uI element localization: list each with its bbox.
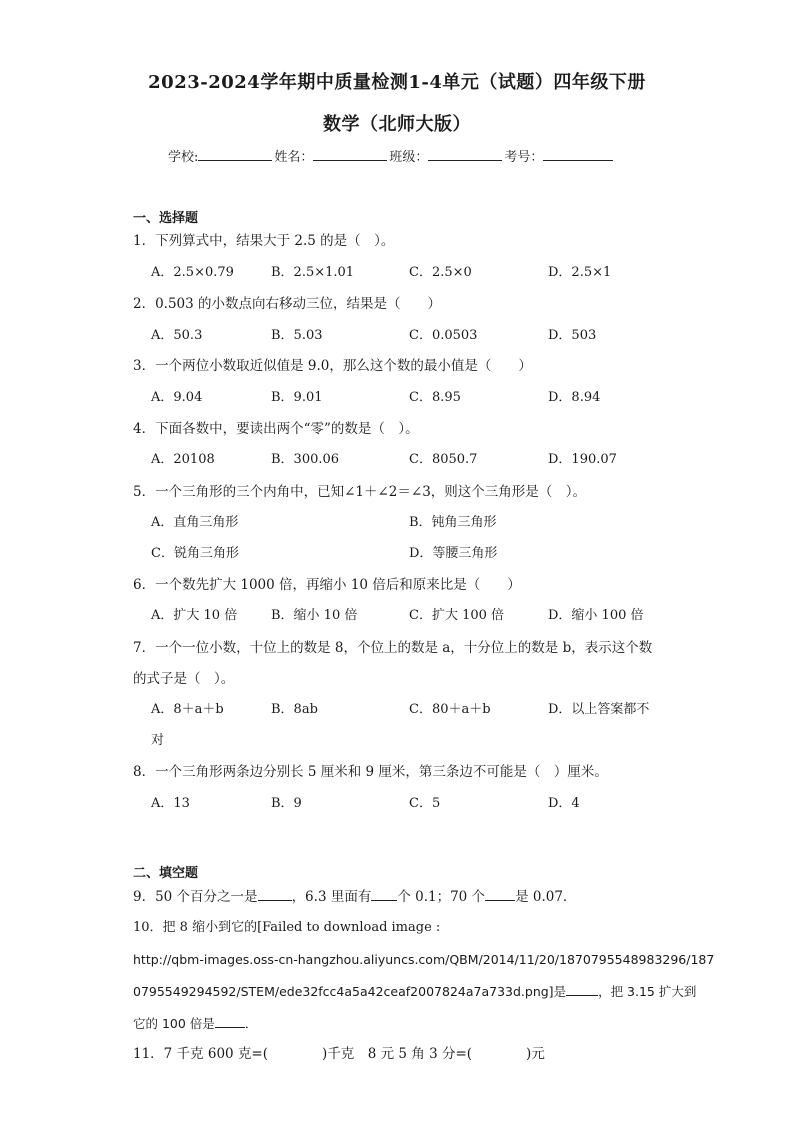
- question-1-option-b[interactable]: B．2.5×1.01: [271, 265, 355, 280]
- question-9-blank-2[interactable]: [371, 888, 397, 901]
- exam-number-label: 考号：: [504, 150, 544, 165]
- question-10-blank-2[interactable]: [215, 1015, 245, 1028]
- student-info-row: [168, 146, 615, 165]
- question-1-option-a[interactable]: A．2.5×0.79: [151, 265, 234, 280]
- question-8-stem: 8．一个三角形两条边分别长 5 厘米和 9 厘米，第三条边不可能是（ ）厘米。: [133, 764, 608, 780]
- question-8-option-d[interactable]: D．4: [548, 796, 580, 811]
- question-3-option-b[interactable]: B．9.01: [271, 390, 323, 405]
- name-label: 姓名：: [274, 150, 314, 165]
- question-8-option-b[interactable]: B．9: [271, 796, 302, 811]
- school-label: 学校:: [168, 150, 199, 165]
- question-9-part4: 是 0.07．: [515, 889, 577, 905]
- question-10-image-url-line2: 0795549294592/STEM/ede32fcc4a5a42ceaf2007824a7a733d.png]是: [133, 984, 567, 999]
- section-title-fill-in: 二、填空题: [133, 866, 199, 881]
- question-7-option-d-wrap: 对: [151, 733, 165, 748]
- question-7-stem-line1: 7．一个一位小数，十位上的数是 8，个位上的数是 a，十分位上的数是 b，表示这个数: [133, 640, 653, 656]
- question-10-line1: 10．把 8 缩小到它的[Failed to download image :: [133, 920, 441, 935]
- exam-title: 2023-2024学年期中质量检测1-4单元（试题）四年级下册: [148, 72, 646, 93]
- question-3-option-d[interactable]: D．8.94: [548, 390, 601, 405]
- question-10-line3: [133, 983, 696, 1001]
- question-7-option-c[interactable]: C．80＋a＋b: [409, 702, 491, 717]
- question-6-option-a[interactable]: A．扩大 10 倍: [151, 608, 238, 623]
- question-5-stem: 5．一个三角形的三个内角中，已知∠1＋∠2＝∠3，则这个三角形是（ ）。: [133, 484, 587, 500]
- question-2-option-a[interactable]: A．50.3: [151, 328, 203, 343]
- question-3-option-a[interactable]: A．9.04: [151, 390, 203, 405]
- question-9: [133, 888, 576, 906]
- section-title-choice: 一、选择题: [133, 211, 199, 226]
- question-1-stem: 1．下列算式中，结果大于 2.5 的是（ ）。: [133, 233, 395, 249]
- question-4-option-a[interactable]: A．20108: [151, 452, 215, 467]
- question-6-option-b[interactable]: B．缩小 10 倍: [271, 608, 358, 623]
- question-4-option-b[interactable]: B．300.06: [271, 452, 340, 467]
- question-8-option-c[interactable]: C．5: [409, 796, 441, 811]
- question-1-option-c[interactable]: C．2.5×0: [409, 265, 472, 280]
- question-7-option-d[interactable]: D．以上答案都不: [548, 702, 650, 717]
- question-4-option-d[interactable]: D．190.07: [548, 452, 617, 467]
- school-blank[interactable]: [198, 147, 272, 161]
- question-4-option-c[interactable]: C．8050.7: [409, 452, 478, 467]
- question-2-stem: 2．0.503 的小数点向右移动三位，结果是（ ）: [133, 296, 442, 312]
- question-4-stem: 4．下面各数中，要读出两个“零”的数是（ ）。: [133, 421, 419, 437]
- question-10-line3-rest: ，把 3.15 扩大到: [598, 984, 697, 999]
- question-1-option-d[interactable]: D．2.5×1: [548, 265, 612, 280]
- question-2-option-c[interactable]: C．0.0503: [409, 328, 478, 343]
- question-9-blank-3[interactable]: [485, 888, 515, 901]
- question-7-option-b[interactable]: B．8ab: [271, 702, 318, 717]
- question-5-option-b[interactable]: B．钝角三角形: [409, 515, 497, 530]
- question-2-option-b[interactable]: B．5.03: [271, 328, 323, 343]
- class-label: 班级：: [389, 150, 429, 165]
- question-10-line4-text: 它的 100 倍是: [133, 1016, 215, 1031]
- question-10-line4-end: ．: [244, 1016, 258, 1031]
- question-8-option-a[interactable]: A．13: [151, 796, 190, 811]
- question-5-option-c[interactable]: C．锐角三角形: [151, 546, 239, 561]
- question-5-option-d[interactable]: D．等腰三角形: [409, 546, 498, 561]
- question-7-option-a[interactable]: A．8＋a＋b: [151, 702, 224, 717]
- question-9-blank-1[interactable]: [258, 888, 292, 901]
- exam-subtitle: 数学（北师大版）: [323, 114, 471, 135]
- question-6-option-d[interactable]: D．缩小 100 倍: [548, 608, 644, 623]
- question-6-stem: 6．一个数先扩大 1000 倍，再缩小 10 倍后和原来比是（ ）: [133, 577, 521, 593]
- question-10-blank-1[interactable]: [566, 983, 598, 996]
- name-blank[interactable]: [313, 147, 387, 161]
- class-blank[interactable]: [428, 147, 502, 161]
- question-10-line4: [133, 1015, 257, 1033]
- question-9-part3: 个 0.1；70 个: [397, 889, 486, 905]
- question-10-image-url-line1: http://qbm-images.oss-cn-hangzhou.aliyuncs.com/QBM/2014/11/20/1870795548983296/187: [133, 952, 715, 967]
- question-5-option-a[interactable]: A．直角三角形: [151, 515, 239, 530]
- question-7-stem-line2: 的式子是（ ）。: [133, 671, 235, 687]
- question-9-part2: ，6.3 里面有: [291, 889, 372, 905]
- question-3-option-c[interactable]: C．8.95: [409, 390, 461, 405]
- question-9-part1: 9．50 个百分之一是: [133, 889, 258, 905]
- exam-number-blank[interactable]: [543, 147, 613, 161]
- question-6-option-c[interactable]: C．扩大 100 倍: [409, 608, 505, 623]
- question-11: 11．7 千克 600 克=( )千克 8 元 5 角 3 分=( )元: [133, 1046, 545, 1062]
- question-2-option-d[interactable]: D．503: [548, 328, 597, 343]
- question-3-stem: 3．一个两位小数取近似值是 9.0，那么这个数的最小值是（ ）: [133, 358, 532, 374]
